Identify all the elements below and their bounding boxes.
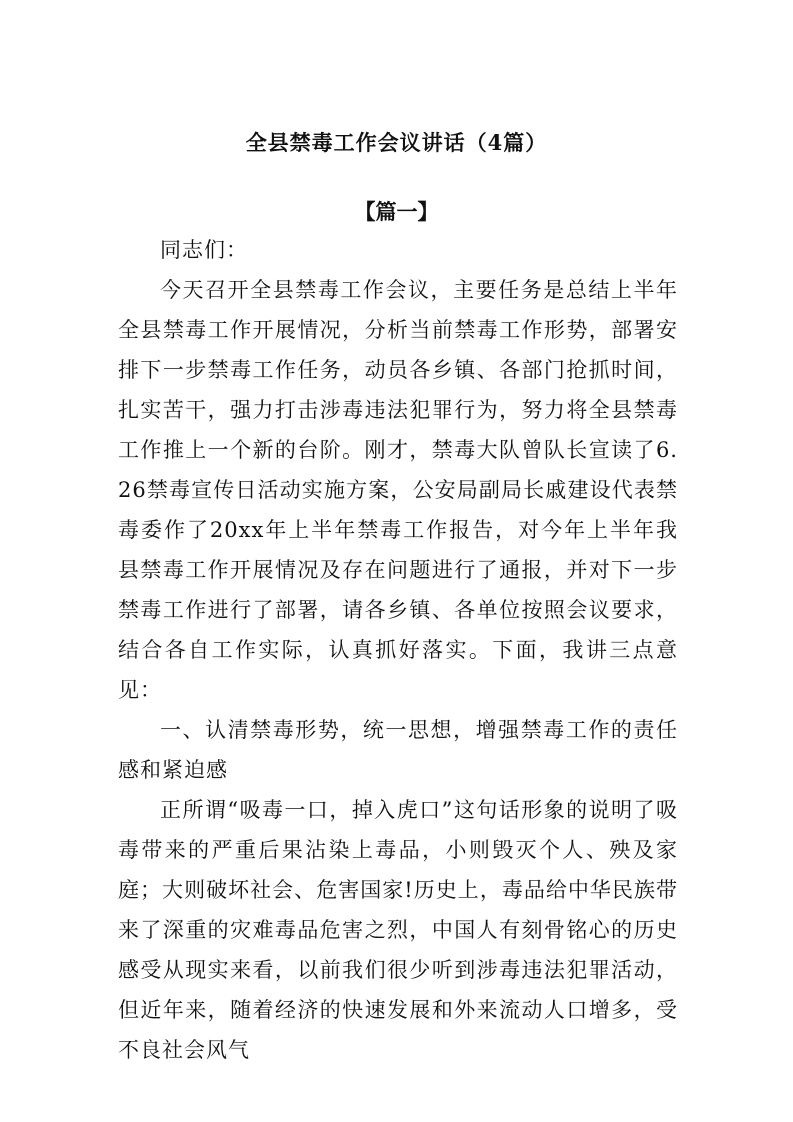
opening-paragraph: 今天召开全县禁毒工作会议，主要任务是总结上半年全县禁毒工作开展情况，分析当前禁毒工作形势，部署安排下一步禁毒工作任务，动员各乡镇、各部门抢抓时间，扎实苦干，强力打击涉毒违法犯罪行为，努力将全县禁毒工作推上一个新的台阶。刚才，禁毒大队曾队长宣读了6.26禁毒宣传日活动实施方案，公安局副局长戚建设代表禁毒委作了20xx年上半年禁毒工作报告，对今年上半年我县禁毒工作开展情况及存在问题进行了通报，并对下一步禁毒工作进行了部署，请各乡镇、各单位按照会议要求，结合各自工作实际，认真抓好落实。下面，我讲三点意见： — [118, 278, 678, 702]
section-heading: 【篇一】 — [354, 199, 439, 224]
body-paragraph: 正所谓“吸毒一口，掉入虎口”这句话形象的说明了吸毒带来的严重后果沾染上毒品，小则毁灭个人、殃及家庭；大则破坏社会、危害国家!历史上，毒品给中华民族带来了深重的灾难毒品危害之烈，中国人有刻骨铭心的历史感受从现实来看，以前我们很少听到涉毒违法犯罪活动，但近年来，随着经济的快速发展和外来流动人口增多，受不良社会风气 — [118, 798, 678, 1062]
salutation-paragraph: 同志们： — [160, 238, 248, 262]
document-title: 全县禁毒工作会议讲话（4篇） — [245, 130, 548, 155]
document-body — [118, 230, 678, 1070]
point-one-heading: 一、认清禁毒形势，统一思想，增强禁毒工作的责任感和紧迫感 — [118, 718, 678, 782]
